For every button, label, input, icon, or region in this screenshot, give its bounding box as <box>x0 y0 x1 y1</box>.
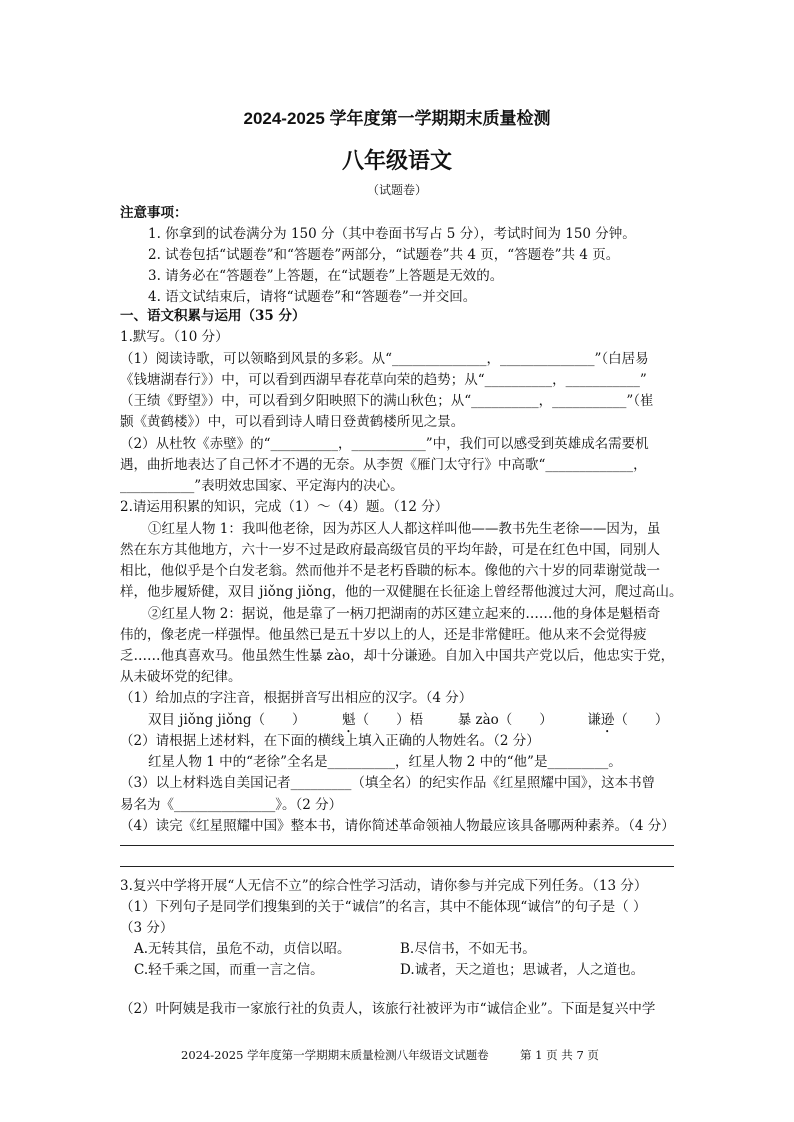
passage-line: 然在东方其他地方，六十一岁不过是政府最高级官员的平均年龄，可是在红色中国，同别人 <box>120 542 660 558</box>
footer-page-info: 第 1 页 共 7 页 <box>520 1048 599 1062</box>
note-item: 4. 语文试结束后，请将“试题卷”和“答题卷”一并交回。 <box>148 289 477 305</box>
question-1-line: （王绩《野望》）中，可以看到夕阳映照下的满山秋色；从“__________，___________”（崔 <box>120 393 654 409</box>
sub-question-1-line: （3 分） <box>120 920 174 936</box>
sub-question-2-body: 红星人物 1 中的“老徐”全名是__________，红星人物 2 中的“他”是_________。 <box>148 754 622 770</box>
footer-exam-name: 2024-2025 学年度第一学期期末质量检测八年级语文试题卷 <box>181 1048 489 1062</box>
sub-question-4: （4）读完《红星照耀中国》整本书，请你简述革命领袖人物最应该具备哪两种素养。（4 分） <box>120 818 675 834</box>
question-1-line: 遇，曲折地表达了自己怀才不遇的无奈。从李贺《雁门太守行》中高歌“_____________， <box>120 457 647 473</box>
sub-question-2-line: （2）叶阿姨是我市一家旅行社的负责人，该旅行社被评为市“诚信企业”。下面是复兴中学 <box>120 1001 656 1017</box>
pinyin-blank-jiong: 双目 jiǒng jiǒng（ ） <box>148 712 306 728</box>
notes-heading: 注意事项： <box>120 205 188 221</box>
dotted-char-kui: 魁 <box>342 712 356 728</box>
passage-line: 从未破坏党的纪律。 <box>120 669 242 685</box>
paper-type: （试题卷） <box>366 183 427 197</box>
section-heading: 一、语文积累与运用（35 分） <box>120 308 306 324</box>
answer-line <box>120 845 674 846</box>
sub-question-1-line: （1）下列句子是同学们搜集到的关于“诚信”的名言，其中不能体现“诚信”的句子是（ ） <box>120 899 647 915</box>
note-item: 1. 你拿到的试卷满分为 150 分（其中卷面书写占 5 分），考试时间为 150 分钟。 <box>148 226 636 242</box>
note-item: 2. 试卷包括“试题卷”和“答题卷”两部分，“试题卷”共 4 页，“答题卷”共 4 页。 <box>148 247 620 263</box>
exam-title: 2024-2025 学年度第一学期期末质量检测 <box>243 109 551 128</box>
passage-line: ①红星人物 1：我叫他老徐，因为苏区人人都这样叫他——教书先生老徐——因为，虽 <box>148 521 661 537</box>
passage-line: ②红星人物 2：据说，他是靠了一柄刀把湖南的苏区建立起来的……他的身体是魁梧奇 <box>148 606 661 622</box>
option-c: C.轻千乘之国，而重一言之信。 <box>134 962 324 978</box>
passage-line: 样，他步履矫健，双目 jiǒng jiǒng，他的一双健腿在长征途上曾经帮他渡过大河，爬过高山。 <box>120 584 683 600</box>
char-wu-blank: （ ）梧 <box>355 712 424 728</box>
option-d: D.诚者，天之道也；思诚者，人之道也。 <box>400 962 645 978</box>
sub-question-1-title: （1）给加点的字注音，根据拼音写出相应的汉字。（4 分） <box>120 690 473 706</box>
question-1-line: ___________”表明效忠国家、平定海内的决心。 <box>120 478 404 494</box>
question-1-title: 1.默写。（10 分） <box>120 329 229 345</box>
sub-question-2-title: （2）请根据上述材料，在下面的横线上填入正确的人物姓名。（2 分） <box>120 733 540 749</box>
passage-line: 乏……他真喜欢马。他虽然生性暴 zào，却十分谦逊。自加入中国共产党以后，他忠实于党， <box>120 648 675 664</box>
question-2-title: 2.请运用积累的知识，完成（1）～（4）题。（12 分） <box>120 499 449 515</box>
option-b: B.尽信书，不如无书。 <box>400 941 536 957</box>
sub-question-3-line: （3）以上材料选自美国记者_________（填全名）的纪实作品《红星照耀中国》，这本书曾 <box>120 775 656 791</box>
dotted-char-xun: 逊 <box>600 712 615 728</box>
passage-line: 相比，他似乎是个白发老翁。然而他并不是老朽昏聩的标本。像他的六十岁的同辈谢觉哉一 <box>120 563 660 579</box>
note-item: 3. 请务必在“答题卷”上答题，在“试题卷”上答题是无效的。 <box>148 268 504 284</box>
xun-blank: （ ） <box>614 712 669 728</box>
question-1-line: （1）阅读诗歌，可以领略到风景的多彩。从“______________，______________”（白居易 <box>120 351 649 367</box>
passage-line: 伟的，像老虎一样强悍。他虽然已是五十岁以上的人，还是非常健旺。他从来不会觉得疲 <box>120 627 647 643</box>
subject-title: 八年级语文 <box>341 148 452 174</box>
char-qian: 谦 <box>587 712 601 728</box>
pinyin-blank-zao: 暴 zào（ ） <box>457 712 553 728</box>
question-3-title: 3.复兴中学将开展“人无信不立”的综合性学习活动，请你参与并完成下列任务。（13 分） <box>120 878 648 894</box>
sub-question-3-line: 易名为《_______________》。（2 分） <box>120 797 343 813</box>
answer-line <box>120 866 674 867</box>
question-1-line: 颢《黄鹤楼》）中，可以看到诗人晴日登黄鹤楼所见之景。 <box>120 414 465 430</box>
question-1-line: （2）从杜牧《赤壁》的“__________，___________”中，我们可以感受到英雄成名需要机 <box>120 436 649 452</box>
option-a: A.无转其信，虽危不动，贞信以昭。 <box>134 941 351 957</box>
question-1-line: 《钱塘湖春行》）中，可以看到西湖早春花草向荣的趋势；从“__________，___________” <box>120 372 647 388</box>
